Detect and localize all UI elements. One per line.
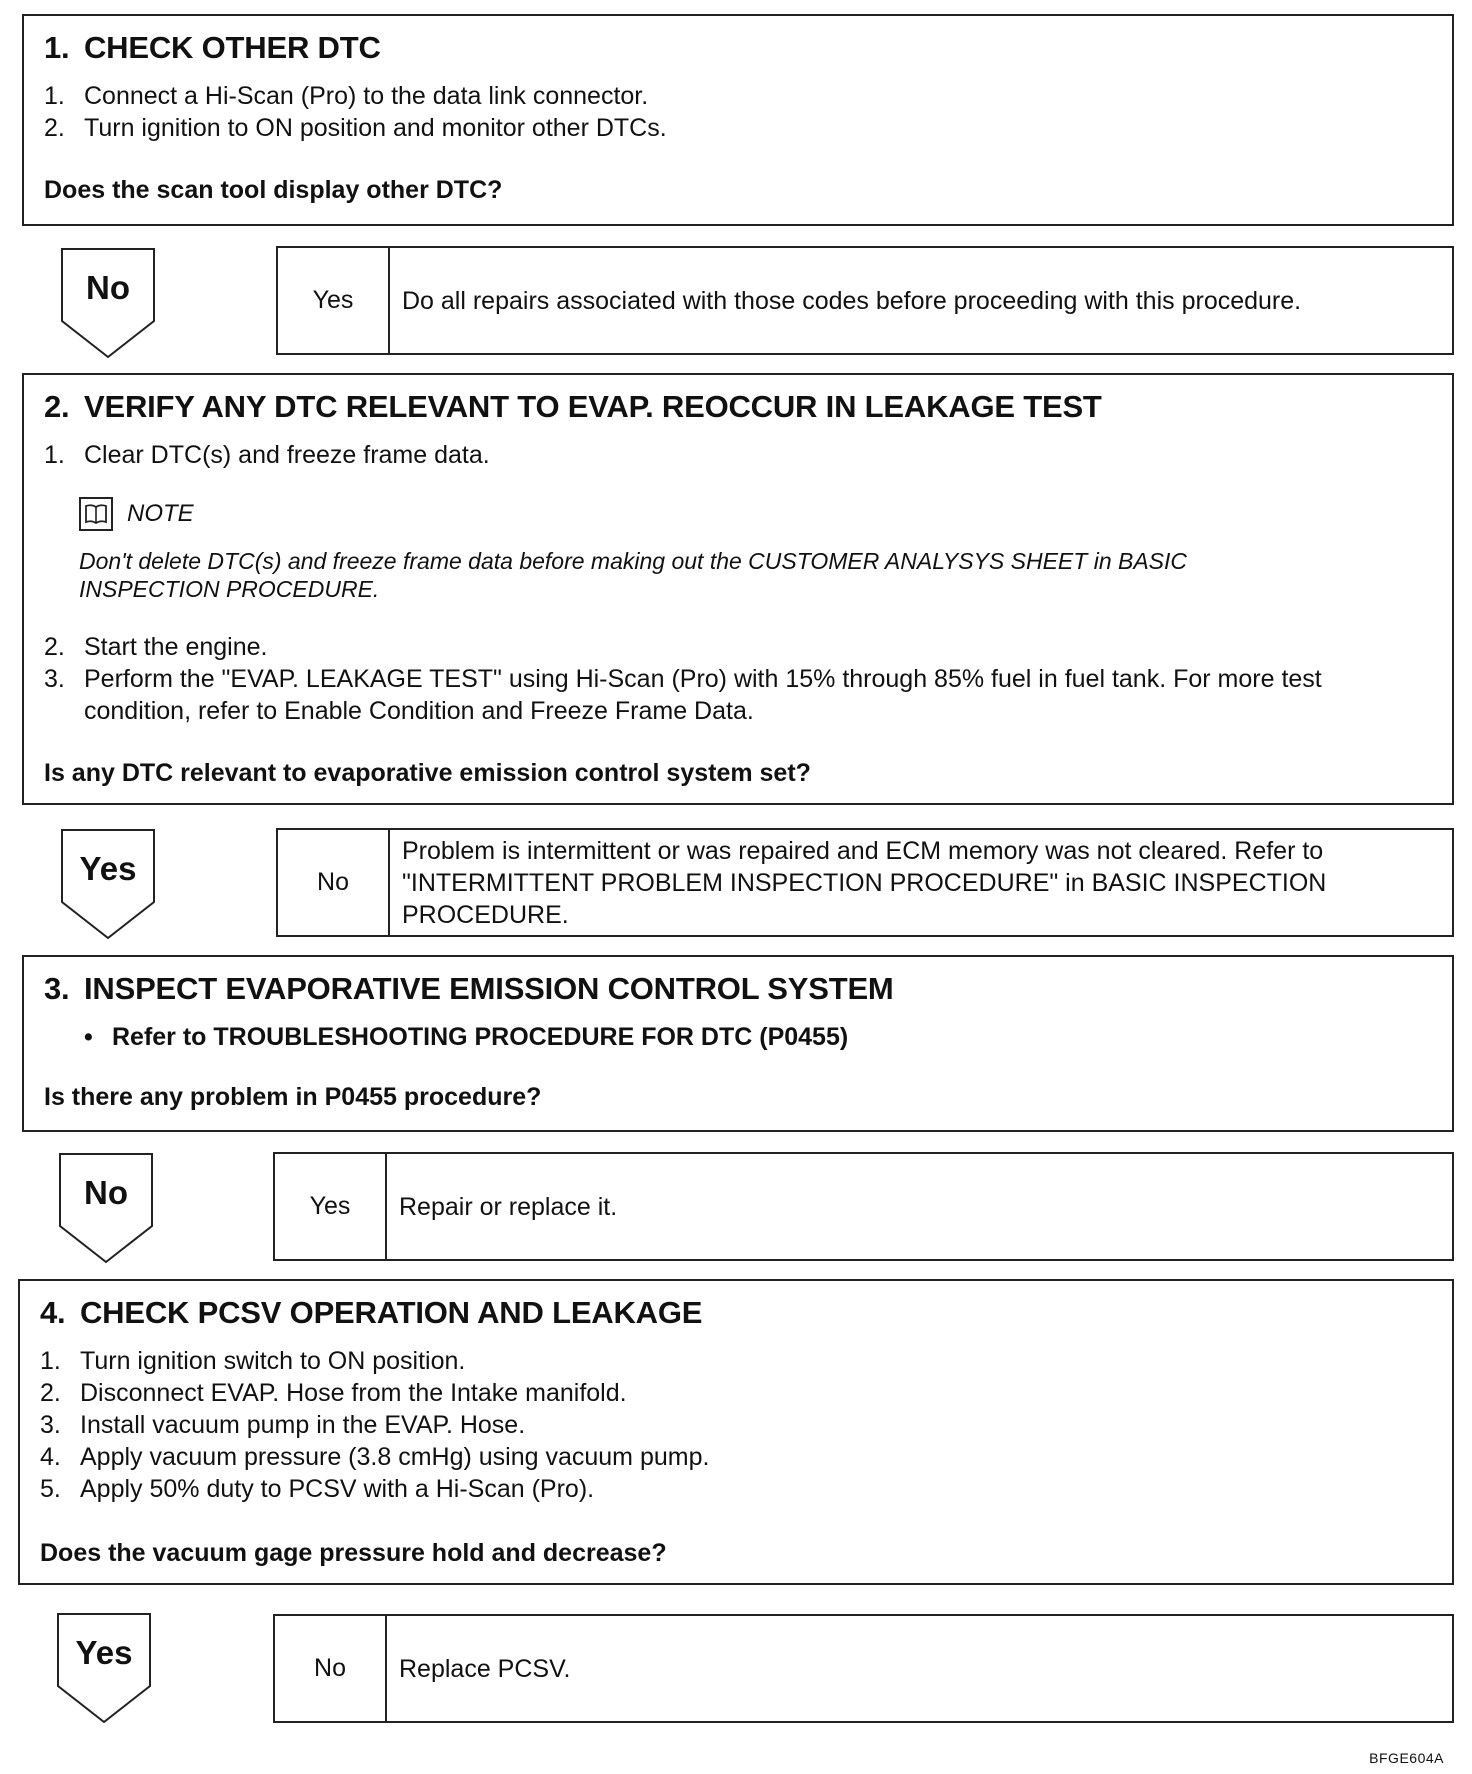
note-header [79, 497, 194, 531]
step-3-alt-answer: Yes [275, 1154, 387, 1259]
step-1-item-2: 2. Turn ignition to ON position and monitor other DTCs. [44, 114, 667, 142]
step-1-item-1: 1. Connect a Hi-Scan (Pro) to the data link connector. [44, 82, 649, 110]
step-4-box [18, 1279, 1454, 1585]
step-4-alternative [273, 1614, 1454, 1723]
step-2-item-3: 3. Perform the "EVAP. LEAKAGE TEST" using Hi-Scan (Pro) with 15% through 85% fuel in fuel tank. For more test condition, refer to Enable Condition and Freeze Frame Data. [44, 665, 1322, 725]
step-3-alt-text: Repair or replace it. [399, 1192, 618, 1221]
step-4-item-1: 1. Turn ignition switch to ON position. [40, 1347, 466, 1375]
step-2-item-2: 2. Start the engine. [44, 633, 268, 661]
step-4-question: Does the vacuum gage pressure hold and decrease? [40, 1539, 667, 1567]
note-label: NOTE [127, 500, 194, 527]
step-2-proceed-label: Yes [79, 850, 137, 887]
step-4-item-2: 2. Disconnect EVAP. Hose from the Intake manifold. [40, 1379, 627, 1407]
step-3-proceed-label: No [84, 1174, 128, 1211]
step-4-proceed-arrow [56, 1612, 152, 1724]
step-1-alt-answer: Yes [278, 248, 390, 353]
step-3-alternative [273, 1152, 1454, 1261]
step-1-alt-text: Do all repairs associated with those codes before proceeding with this procedure. [402, 286, 1302, 315]
step-4-item-4: 4. Apply vacuum pressure (3.8 cmHg) using vacuum pump. [40, 1443, 710, 1471]
step-2-alt-text: Problem is intermittent or was repaired and ECM memory was not cleared. Refer to "INTERMITTENT PROBLEM INSPECTION PROCEDURE" in BASIC INSPECTION PROCEDURE. [402, 836, 1327, 929]
step-2-alternative [276, 828, 1454, 937]
note-text: Don't delete DTC(s) and freeze frame data before making out the CUSTOMER ANALYSYS SHEET in BASIC INSPECTION PROCEDURE. [79, 548, 1188, 602]
step-3-bullet: • Refer to TROUBLESHOOTING PROCEDURE FOR DTC (P0455) [84, 1023, 849, 1051]
step-1-title: 1. CHECK OTHER DTC [44, 30, 381, 65]
figure-code: BFGE604A [1369, 1750, 1444, 1766]
step-4-item-5: 5. Apply 50% duty to PCSV with a Hi-Scan (Pro). [40, 1475, 595, 1503]
step-3-question: Is there any problem in P0455 procedure? [44, 1083, 542, 1111]
step-1-proceed-arrow [60, 247, 156, 359]
step-3-proceed-arrow [58, 1152, 154, 1264]
step-3-box [22, 955, 1454, 1132]
book-icon [79, 497, 113, 531]
step-2-question: Is any DTC relevant to evaporative emission control system set? [44, 759, 811, 787]
step-4-title: 4. CHECK PCSV OPERATION AND LEAKAGE [40, 1295, 703, 1330]
step-4-alt-answer: No [275, 1616, 387, 1721]
step-2-item-1: 1. Clear DTC(s) and freeze frame data. [44, 441, 490, 469]
step-2-proceed-arrow [60, 828, 156, 940]
step-1-alternative [276, 246, 1454, 355]
step-2-title: 2. VERIFY ANY DTC RELEVANT TO EVAP. REOCCUR IN LEAKAGE TEST [44, 389, 1102, 424]
step-3-title: 3. INSPECT EVAPORATIVE EMISSION CONTROL SYSTEM [44, 971, 894, 1006]
step-2-box [22, 373, 1454, 805]
step-1-proceed-label: No [86, 269, 130, 306]
step-4-item-3: 3. Install vacuum pump in the EVAP. Hose. [40, 1411, 526, 1439]
step-4-proceed-label: Yes [75, 1634, 133, 1671]
step-2-alt-answer: No [278, 830, 390, 935]
step-1-box [22, 14, 1454, 226]
step-1-question: Does the scan tool display other DTC? [44, 176, 503, 204]
step-4-alt-text: Replace PCSV. [399, 1654, 571, 1683]
